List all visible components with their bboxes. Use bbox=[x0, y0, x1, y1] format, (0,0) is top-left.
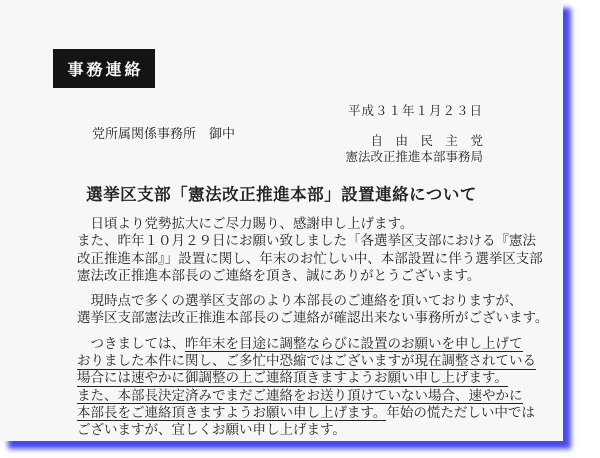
stamp-label: 事務連絡 bbox=[67, 62, 144, 79]
sender-block bbox=[345, 133, 483, 165]
underlined-text: おりました本件に関し、ご多忙中恐縮ではございますが現在調整されている bbox=[77, 353, 536, 369]
stamp-box bbox=[53, 49, 155, 88]
body-text: 選挙区支部憲法改正推進本部長のご連絡が確認出来ない事務所がございます。 bbox=[77, 310, 549, 326]
body-line bbox=[77, 352, 559, 369]
body-line bbox=[77, 387, 559, 404]
body-text: 現時点で多くの選挙区支部のより本部長のご連絡を頂いておりますが、 bbox=[77, 293, 523, 309]
paragraph bbox=[77, 292, 559, 327]
letter-body bbox=[77, 215, 559, 439]
body-text: また、昨年１０月２９日にお願い致しました「各選挙区支部における『憲法 bbox=[77, 233, 536, 249]
body-text: ございますが、宜しくお願い申し上げます。 bbox=[77, 422, 346, 438]
underlined-text: 本部長をご連絡頂きますようお願い申し上げます。 bbox=[77, 404, 387, 420]
sender-party: 自 由 民 主 党 bbox=[370, 134, 483, 148]
body-text: 憲法改正推進本部長のご連絡を頂き、誠にありがとうございます。 bbox=[77, 267, 481, 283]
recipient: 党所属関係事務所 御中 bbox=[92, 126, 236, 141]
body-line bbox=[77, 292, 559, 309]
body-text: 年始の慌ただしい中では bbox=[386, 404, 535, 420]
underlined-text: また、本部長決定済みでまだご連絡をお送り頂けていない場合、速やかに bbox=[77, 387, 523, 403]
body-line bbox=[77, 250, 559, 267]
letter-title: 選挙区支部「憲法改正推進本部」設置連絡について bbox=[86, 186, 477, 204]
body-line bbox=[77, 369, 559, 386]
body-line bbox=[77, 215, 559, 232]
body-text: 改正推進本部』」設置に関し、年末のお忙しい中、本部設置に伴う選挙区支部 bbox=[77, 250, 543, 266]
body-line bbox=[77, 421, 559, 438]
body-line bbox=[77, 404, 559, 421]
body-text: つきましては、 bbox=[77, 335, 185, 351]
body-text: 日頃より党勢拡大にご尽力賜り、感謝申し上げます。 bbox=[77, 216, 414, 231]
letter-date: 平成３１年１月２３日 bbox=[347, 104, 483, 118]
underlined-text: 場合には速やかに御調整の上ご連絡頂きますようお願い申し上げます。 bbox=[77, 370, 508, 386]
body-line bbox=[77, 232, 559, 249]
body-line bbox=[77, 267, 559, 284]
body-line bbox=[77, 309, 559, 326]
sender-department: 憲法改正推進本部事務局 bbox=[345, 150, 483, 164]
paragraph bbox=[77, 335, 559, 439]
underlined-text: 昨年末を目途に調整ならびに設置のお願いを申し上げて bbox=[185, 335, 523, 351]
body-line bbox=[77, 335, 559, 352]
paragraph bbox=[77, 215, 559, 284]
